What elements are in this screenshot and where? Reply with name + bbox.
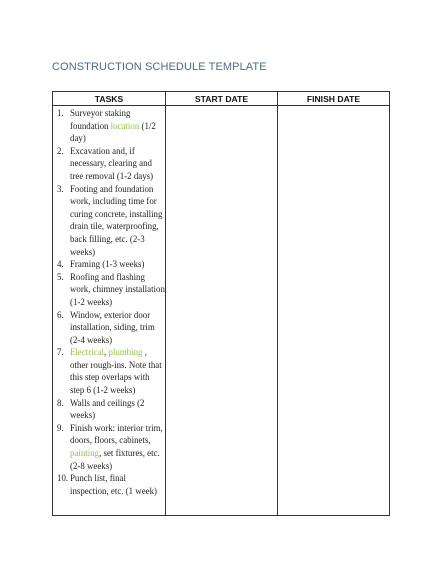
tasks-cell [53, 106, 166, 516]
task-number: 10. [57, 473, 69, 484]
list-item [57, 397, 165, 422]
task-text-after: (1/2 day) [70, 120, 156, 144]
task-text: Walls and ceilings (2 weeks) [70, 397, 145, 421]
table-row [53, 106, 390, 516]
list-item [57, 145, 165, 183]
task-text: Finish work: interior trim, doors, floors, cabinets, [70, 422, 163, 446]
list-item [57, 258, 165, 271]
task-list [57, 107, 165, 497]
painting-link[interactable]: painting [70, 448, 100, 459]
task-text-separator: , [104, 347, 109, 358]
task-text-after: , set fixtures, etc. (2-8 weeks) [70, 448, 160, 471]
task-text: Roofing and flashing work, chimney installation (1-2 weeks) [70, 271, 165, 307]
task-text: Punch list, final inspection, etc. (1 week) [70, 473, 157, 496]
task-text: Footing and foundation work, including time for curing concrete, installing drain tile, waterproofing, back filling, etc. (2-3 weeks) [70, 183, 163, 257]
task-number: 1. [57, 108, 64, 118]
task-number: 2. [57, 145, 64, 156]
page-title: CONSTRUCTION SCHEDULE TEMPLATE [52, 61, 267, 73]
schedule-table [52, 91, 390, 516]
location-link[interactable]: location [110, 120, 140, 131]
table-header-row [53, 92, 390, 106]
list-item [57, 183, 165, 259]
task-number: 4. [57, 259, 64, 270]
header-tasks: TASKS [53, 92, 166, 106]
list-item [57, 472, 165, 497]
task-number: 3. [57, 183, 64, 194]
task-text: Window, exterior door installation, siding, trim (2-4 weeks) [70, 309, 155, 345]
finish-date-cell[interactable] [278, 106, 390, 516]
task-number: 8. [57, 397, 64, 408]
header-finish-date: FINISH DATE [278, 92, 390, 106]
list-item [57, 271, 165, 309]
list-item [57, 107, 165, 145]
task-text-after: , other rough-ins. Note that this step overlaps with step 6 (1-2 weeks) [70, 347, 162, 396]
electrical-link[interactable]: Electrical [70, 347, 104, 358]
list-item [57, 346, 165, 396]
plumbing-link[interactable]: plumbing [108, 347, 143, 358]
task-number: 7. [57, 347, 64, 358]
task-number: 5. [57, 271, 64, 282]
task-text: Surveyor staking foundation [70, 108, 131, 131]
task-text: Framing (1-3 weeks) [70, 259, 145, 270]
task-number: 9. [57, 422, 64, 433]
task-text: Excavation and, if necessary, clearing and tree removal (1-2 days) [70, 145, 154, 181]
list-item [57, 422, 165, 472]
list-item [57, 309, 165, 347]
start-date-cell[interactable] [166, 106, 278, 516]
header-start-date: START DATE [166, 92, 278, 106]
task-number: 6. [57, 309, 64, 320]
